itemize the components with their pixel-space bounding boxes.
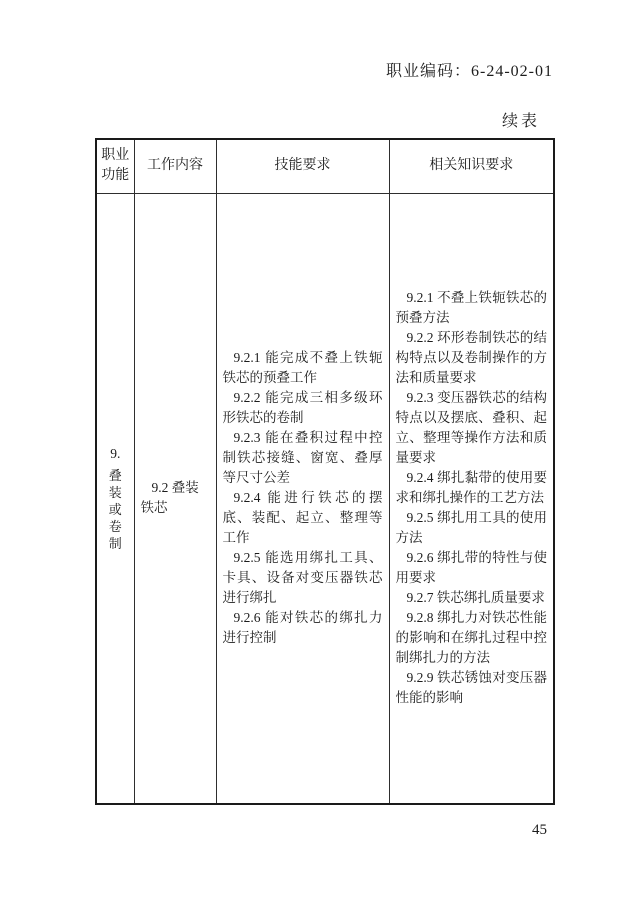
skill-item: 9.2.5 能选用绑扎工具、卡具、设备对变压器铁芯进行绑扎	[222, 550, 383, 606]
knowledge-item: 9.2.9 铁芯锈蚀对变压器性能的影响	[395, 670, 547, 706]
requirements-table	[95, 138, 555, 805]
function-number: 9.	[110, 446, 121, 462]
skill-item: 9.2.6 能对铁芯的绑扎力进行控制	[222, 610, 383, 646]
skill-item: 9.2.3 能在叠积过程中控制铁芯接缝、窗宽、叠厚等尺寸公差	[222, 430, 383, 486]
knowledge-item: 9.2.4 绑扎黏带的使用要求和绑扎操作的工艺方法	[395, 470, 547, 506]
header-skill-requirements: 技能要求	[216, 139, 389, 193]
table-body-row	[96, 193, 554, 804]
knowledge-item: 9.2.1 不叠上铁轭铁芯的预叠方法	[395, 290, 547, 326]
occupation-code-label: 职业编码：6-24-02-01	[386, 63, 553, 80]
function-name-char: 装	[108, 485, 122, 501]
skill-item: 9.2.2 能完成三相多级环形铁芯的卷制	[222, 390, 383, 426]
knowledge-item: 9.2.2 环形卷制铁芯的结构特点以及卷制操作的方法和质量要求	[395, 330, 547, 386]
knowledge-item: 9.2.3 变压器铁芯的结构特点以及摆底、叠积、起立、整理等操作方法和质量要求	[395, 390, 547, 466]
function-name-char: 卷	[108, 519, 122, 535]
function-name-char: 叠	[108, 468, 122, 484]
table-header-row	[96, 139, 554, 193]
vertical-function-label	[103, 444, 128, 552]
knowledge-item: 9.2.6 绑扎带的特性与使用要求	[395, 550, 547, 586]
skill-item: 9.2.4 能进行铁芯的摆底、装配、起立、整理等工作	[222, 490, 383, 546]
knowledge-item: 9.2.7 铁芯绑扎质量要求	[406, 590, 545, 606]
cell-skill-requirements	[216, 193, 389, 804]
function-name-char: 制	[108, 536, 122, 552]
cell-knowledge-requirements	[389, 193, 554, 804]
function-name-char: 或	[108, 502, 122, 518]
page-number: 45	[532, 822, 547, 838]
knowledge-item: 9.2.5 绑扎用工具的使用方法	[395, 510, 547, 546]
header-occupational-function: 职业功能	[96, 139, 134, 193]
header-work-content: 工作内容	[134, 139, 216, 193]
cell-occupational-function	[96, 193, 134, 804]
header-knowledge-requirements: 相关知识要求	[389, 139, 554, 193]
skill-item: 9.2.1 能完成不叠上铁轭铁芯的预叠工作	[222, 350, 383, 386]
cell-work-content	[134, 193, 216, 804]
knowledge-item: 9.2.8 绑扎力对铁芯性能的影响和在绑扎过程中控制绑扎力的方法	[395, 610, 547, 666]
work-content-line1: 9.2 叠装	[151, 480, 199, 496]
work-content-line2: 铁芯	[140, 500, 168, 516]
continued-table-label: 续表	[501, 113, 540, 130]
